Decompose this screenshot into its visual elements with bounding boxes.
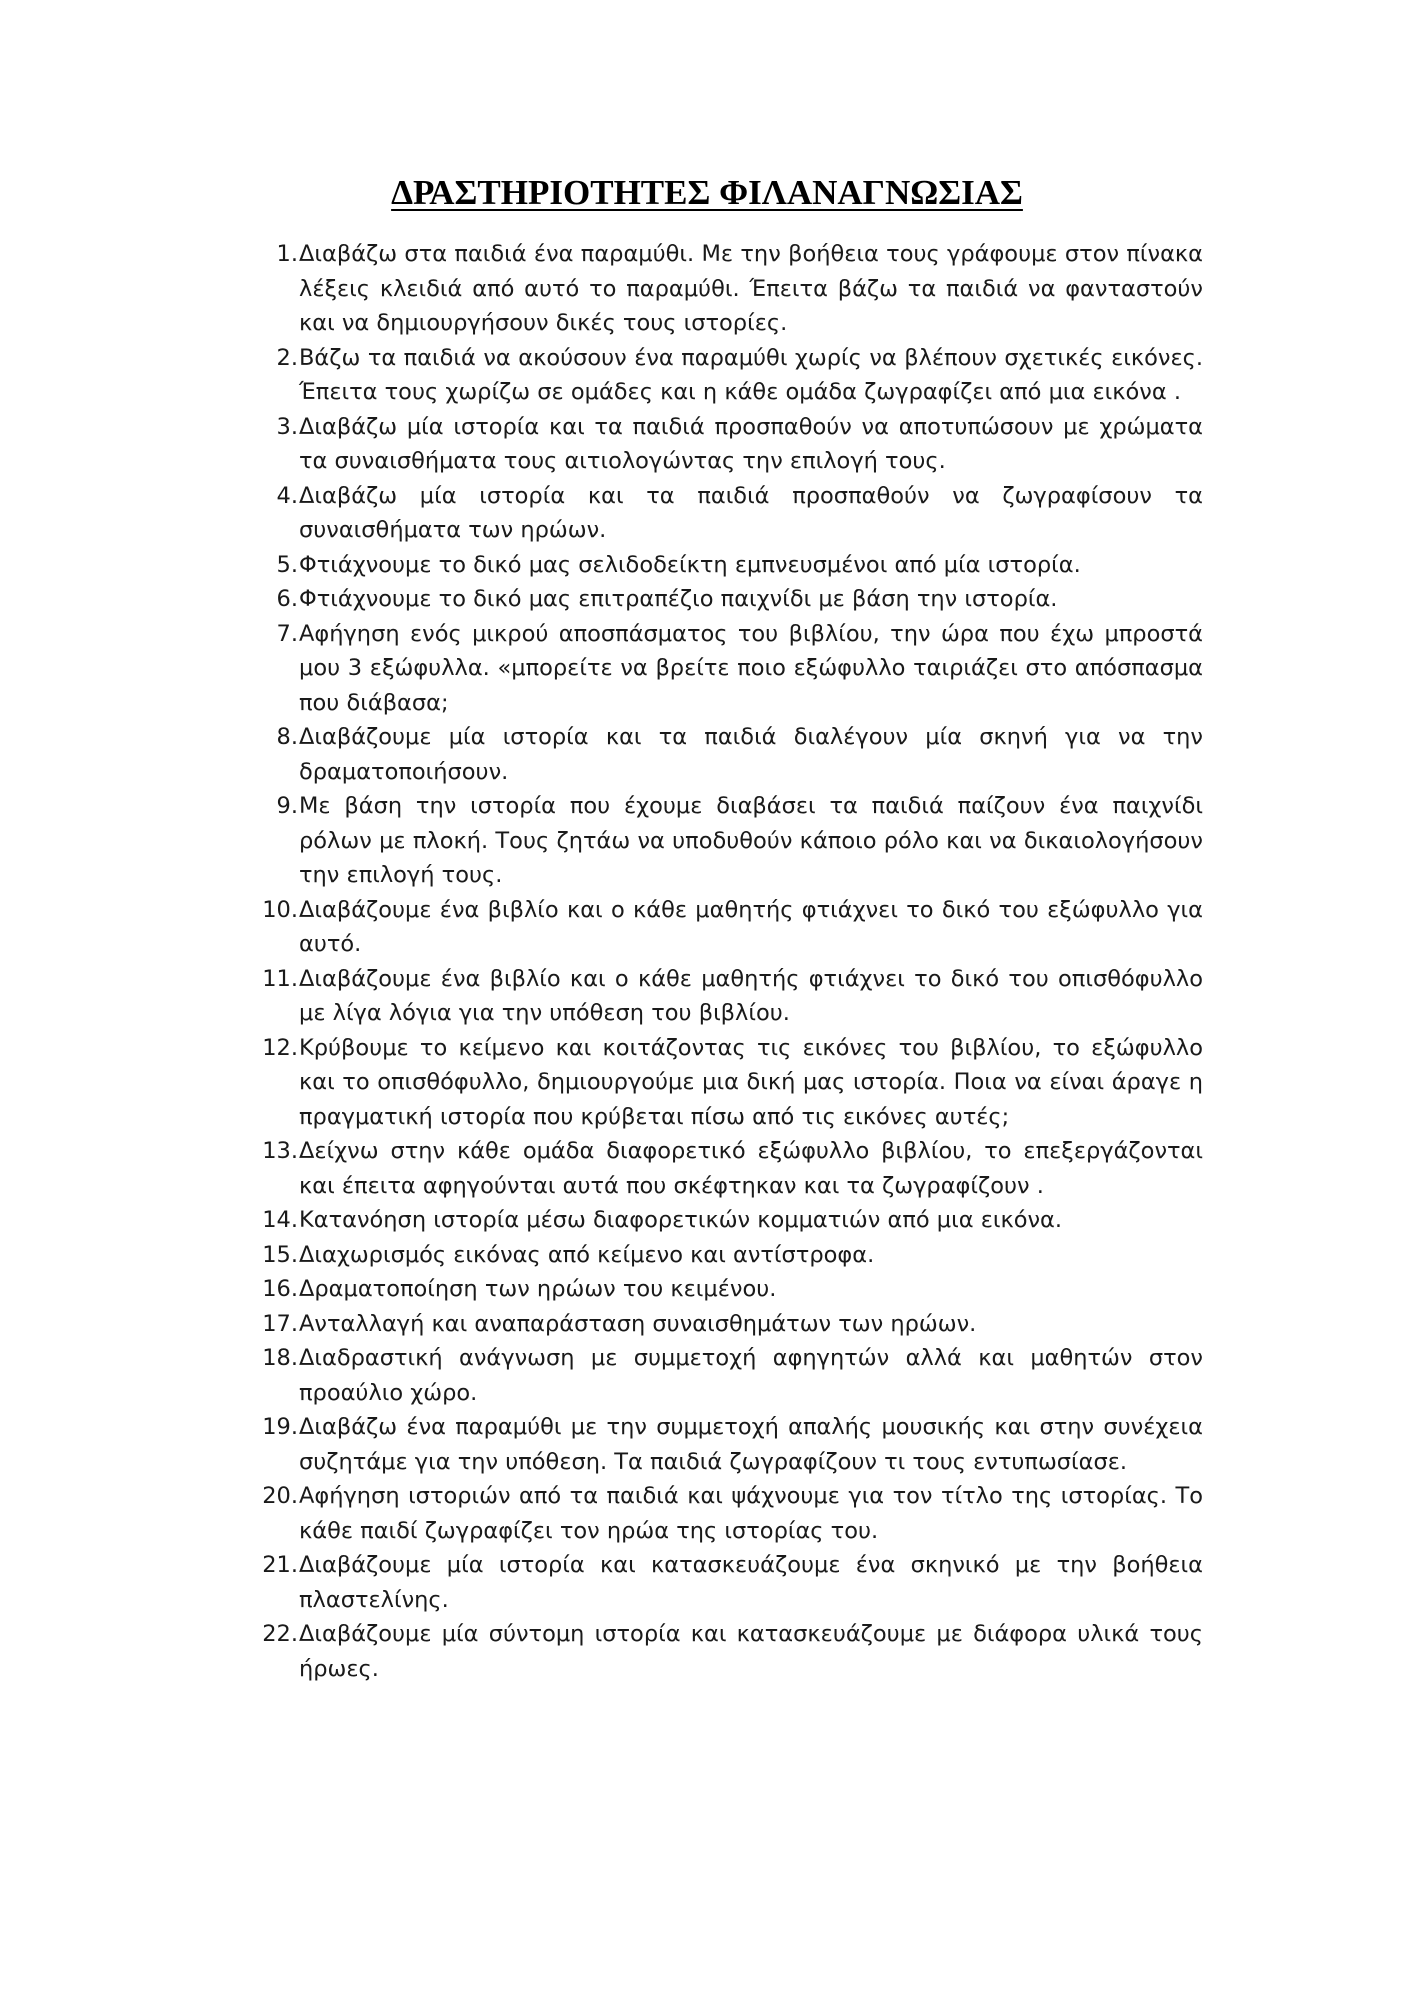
- list-item: [258, 410, 1203, 479]
- item-text: Αφήγηση ενός μικρού αποσπάσματος του βιβλίου, την ώρα που έχω μπροστά μου 3 εξώφυλλα. «μπορείτε να βρείτε ποιο εξώφυλλο ταιριάζει στο απόσπασμα που διάβασα;: [299, 620, 1203, 716]
- item-number: 15.: [262, 1241, 298, 1268]
- item-text: Διαβάζω μία ιστορία και τα παιδιά προσπαθούν να ζωγραφίσουν τα συναισθήματα των ηρώων.: [299, 482, 1203, 543]
- list-item: [258, 1410, 1203, 1479]
- list-item: [258, 1272, 1203, 1307]
- item-text: Διαβάζουμε μία ιστορία και τα παιδιά διαλέγουν μία σκηνή για να την δραματοποιήσουν.: [299, 724, 1203, 785]
- item-number: 20.: [262, 1483, 298, 1509]
- item-text: Διαβάζουμε ένα βιβλίο και ο κάθε μαθητής φτιάχνει το δικό του εξώφυλλο για αυτό.: [299, 896, 1203, 957]
- item-text: Διαβάζουμε ένα βιβλίο και ο κάθε μαθητής φτιάχνει το δικό του οπισθόφυλλο με λίγα λόγια για την υπόθεση του βιβλίου.: [299, 965, 1203, 1026]
- item-text: Αφήγηση ιστοριών από τα παιδιά και ψάχνουμε για τον τίτλο της ιστορίας. Το κάθε παιδί ζωγραφίζει τον ηρώα της ιστορίας του.: [299, 1483, 1203, 1544]
- list-item: [258, 893, 1203, 962]
- list-item: [258, 1031, 1203, 1135]
- page-title: ΔΡΑΣΤΗΡΙΟΤΗΤΕΣ ΦΙΛΑΝΑΓΝΩΣΙΑΣ: [391, 173, 1023, 212]
- item-text: Δραματοποίηση των ηρώων του κειμένου.: [299, 1276, 777, 1302]
- list-item: [258, 1341, 1203, 1410]
- item-text: Διαβάζουμε μία σύντομη ιστορία και κατασκευάζουμε με διάφορα υλικά τους ήρωες.: [299, 1621, 1203, 1682]
- list-item: [258, 237, 1203, 341]
- item-text: Κατανόηση ιστορία μέσω διαφορετικών κομματιών από μια εικόνα.: [299, 1207, 1063, 1233]
- item-number: 9.: [276, 793, 298, 819]
- item-text: Διαβάζω στα παιδιά ένα παραμύθι. Με την βοήθεια τους γράφουμε στον πίνακα λέξεις κλειδιά από αυτό το παραμύθι. Έπειτα βάζω τα παιδιά να φανταστούν και να δημιουργήσουν δικές τους ιστορίες.: [299, 241, 1203, 336]
- list-item: [258, 1134, 1203, 1203]
- item-number: 22.: [262, 1621, 298, 1647]
- list-item: [258, 720, 1203, 789]
- list-item: [258, 1617, 1203, 1686]
- list-item: [258, 548, 1203, 583]
- item-text: Φτιάχνουμε το δικό μας επιτραπέζιο παιχνίδι με βάση την ιστορία.: [299, 586, 1058, 612]
- item-text: Φτιάχνουμε το δικό μας σελιδοδείκτη εμπνευσμένοι από μία ιστορία.: [299, 551, 1081, 578]
- item-number: 12.: [262, 1034, 298, 1061]
- item-text: Διαβάζουμε μία ιστορία και κατασκευάζουμε ένα σκηνικό με την βοήθεια πλαστελίνης.: [299, 1552, 1203, 1613]
- item-text: Διαβάζω μία ιστορία και τα παιδιά προσπαθούν να αποτυπώσουν με χρώματα τα συναισθήματα τους αιτιολογώντας την επιλογή τους.: [299, 413, 1203, 474]
- item-number: 18.: [262, 1345, 298, 1371]
- list-item: [258, 1307, 1203, 1342]
- list-item: [258, 479, 1203, 548]
- item-number: 1.: [276, 241, 298, 267]
- item-number: 8.: [276, 724, 298, 750]
- item-text: Διαχωρισμός εικόνας από κείμενο και αντίστροφα.: [299, 1241, 875, 1268]
- activity-list: [258, 237, 1203, 1686]
- list-item: [258, 1203, 1203, 1238]
- item-number: 11.: [262, 965, 298, 992]
- item-text: Διαδραστική ανάγνωση με συμμετοχή αφηγητών αλλά και μαθητών στον προαύλιο χώρο.: [299, 1345, 1203, 1406]
- list-item: [258, 1479, 1203, 1548]
- item-text: Δείχνω στην κάθε ομάδα διαφορετικό εξώφυλλο βιβλίου, το επεξεργάζονται και έπειτα αφηγούνται αυτά που σκέφτηκαν και τα ζωγραφίζουν .: [299, 1138, 1203, 1199]
- item-text: Κρύβουμε το κείμενο και κοιτάζοντας τις εικόνες του βιβλίου, το εξώφυλλο και το οπισθόφυλλο, δημιουργούμε μια δική μας ιστορία. Ποια να είναι άραγε η πραγματική ιστορία που κρύβεται πίσω από τις εικόνες αυτές;: [299, 1034, 1203, 1130]
- item-number: 5.: [276, 551, 298, 578]
- item-number: 19.: [262, 1414, 298, 1440]
- item-text: Βάζω τα παιδιά να ακούσουν ένα παραμύθι χωρίς να βλέπουν σχετικές εικόνες. Έπειτα τους χωρίζω σε ομάδες και η κάθε ομάδα ζωγραφίζει από μια εικόνα .: [299, 344, 1203, 405]
- item-number: 3.: [276, 413, 298, 440]
- item-number: 2.: [276, 344, 298, 371]
- item-number: 7.: [276, 620, 298, 647]
- item-number: 21.: [262, 1552, 298, 1578]
- list-item: [258, 582, 1203, 617]
- item-text: Με βάση την ιστορία που έχουμε διαβάσει τα παιδιά παίζουν ένα παιχνίδι ρόλων με πλοκή. Τους ζητάω να υποδυθούν κάποιο ρόλο και να δικαιολογήσουν την επιλογή τους.: [299, 793, 1203, 888]
- item-text: Ανταλλαγή και αναπαράσταση συναισθημάτων των ηρώων.: [299, 1310, 977, 1337]
- item-number: 14.: [262, 1207, 298, 1233]
- item-number: 4.: [276, 482, 298, 509]
- item-number: 16.: [262, 1276, 298, 1302]
- item-number: 13.: [262, 1138, 298, 1164]
- list-item: [258, 1548, 1203, 1617]
- list-item: [258, 341, 1203, 410]
- item-number: 6.: [276, 586, 298, 612]
- list-item: [258, 1238, 1203, 1273]
- item-number: 17.: [262, 1310, 298, 1337]
- item-number: 10.: [262, 896, 298, 923]
- list-item: [258, 617, 1203, 721]
- list-item: [258, 962, 1203, 1031]
- item-text: Διαβάζω ένα παραμύθι με την συμμετοχή απαλής μουσικής και στην συνέχεια συζητάμε για την υπόθεση. Τα παιδιά ζωγραφίζουν τι τους εντυπωσίασε.: [299, 1414, 1203, 1475]
- list-item: [258, 789, 1203, 893]
